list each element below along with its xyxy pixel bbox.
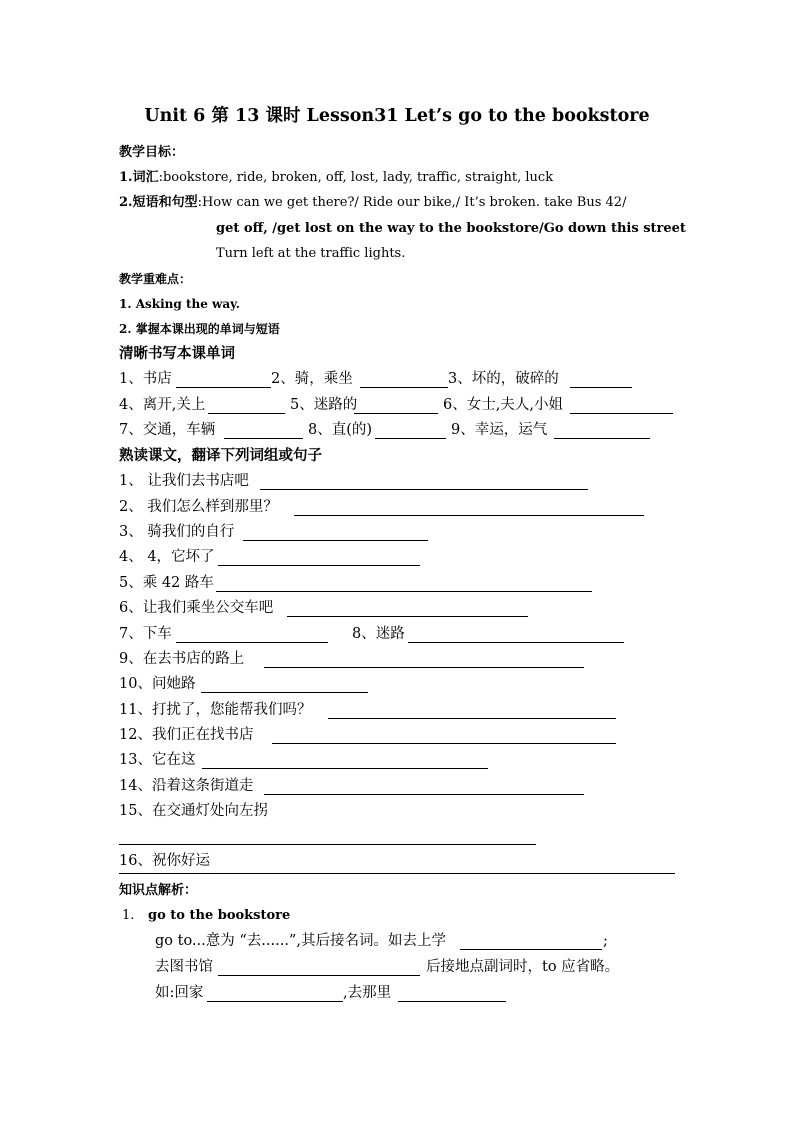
sentence-1-blank[interactable]: [260, 489, 588, 490]
vocab-text: :bookstore, ride, broken, off, lost, lady, traffic, straight, luck: [158, 170, 554, 185]
word-7-blank[interactable]: [224, 438, 303, 439]
word-5: 5、迷路的: [290, 397, 358, 413]
sentence-8: 8、迷路: [352, 626, 405, 642]
word-4: 4、离开,关上: [119, 397, 206, 413]
school-blank[interactable]: [460, 949, 602, 950]
word-2: 2、骑，乘坐: [271, 371, 353, 387]
word-1: 1、书店: [119, 371, 172, 387]
vocab-label: 1.词汇: [119, 170, 159, 185]
vocab-line: [119, 171, 553, 184]
sentence-10: 10、问她路: [119, 676, 196, 692]
sentence-2: 2、 我们怎么样到那里？: [119, 499, 278, 515]
knowledge-line-2-end: 后接地点副词时，to 应省略。: [426, 959, 620, 975]
objectives-heading: 教学目标：: [119, 145, 185, 160]
word-4-blank[interactable]: [208, 413, 285, 414]
sentence-10-blank[interactable]: [201, 692, 368, 693]
key-point-1: 1. Asking the way.: [119, 297, 240, 311]
sentence-6-blank[interactable]: [287, 616, 528, 617]
sentence-12-blank[interactable]: [272, 743, 616, 744]
word-6-blank[interactable]: [570, 413, 673, 414]
sentence-5: 5、乘 42 路车: [119, 575, 214, 591]
sentence-5-blank[interactable]: [216, 591, 592, 592]
word-6: 6、女士,夫人,小姐: [443, 397, 563, 413]
phrases-text-1: :How can we get there?/ Ride our bike,/ It’s broken. take Bus 42/: [197, 195, 627, 210]
key-points-heading: 教学重难点：: [119, 272, 192, 286]
sentence-1: 1、 让我们去书店吧: [119, 473, 249, 489]
word-7: 7、交通，车辆: [119, 422, 216, 438]
sentence-11-blank[interactable]: [328, 718, 616, 719]
knowledge-item-number: 1.: [122, 908, 135, 923]
word-3: 3、坏的，破碎的: [448, 371, 559, 387]
phrases-line-1: [119, 196, 626, 209]
words-heading: 清晰书写本课单词: [119, 345, 235, 362]
phrases-text-3: Turn left at the traffic lights.: [216, 246, 406, 261]
knowledge-line-2: 去图书馆: [155, 959, 213, 975]
go-there-blank[interactable]: [398, 1001, 506, 1002]
sentence-4-blank[interactable]: [218, 565, 420, 566]
library-blank[interactable]: [218, 975, 420, 976]
word-1-blank[interactable]: [176, 387, 271, 388]
sentence-11: 11、打扰了，您能帮我们吗？: [119, 702, 312, 718]
sentence-4: 4、 4，它坏了: [119, 549, 215, 565]
sentence-13: 13、它在这: [119, 752, 196, 768]
word-2-blank[interactable]: [360, 387, 448, 388]
sentence-6: 6、让我们乘坐公交车吧: [119, 600, 274, 616]
knowledge-heading: 知识点解析：: [119, 883, 198, 898]
sentence-2-blank[interactable]: [294, 515, 644, 516]
knowledge-line-1: go to...意为 “去......”,其后接名词。如去上学: [155, 933, 446, 949]
sentence-13-blank[interactable]: [202, 768, 488, 769]
sentence-3-blank[interactable]: [243, 540, 428, 541]
sentence-3: 3、 骑我们的自行: [119, 524, 235, 540]
word-9-blank[interactable]: [554, 438, 650, 439]
translate-heading: 熟读课文，翻译下列词组或句子: [119, 447, 322, 464]
knowledge-line-3: 如:回家: [155, 985, 204, 1001]
sentence-14-blank[interactable]: [264, 794, 584, 795]
sentence-12: 12、我们正在找书店: [119, 727, 254, 743]
knowledge-item-title: go to the bookstore: [148, 908, 291, 923]
word-3-blank[interactable]: [570, 387, 632, 388]
phrases-text-2: get off, /get lost on the way to the bookstore/Go down this street: [216, 221, 686, 236]
sentence-8-blank[interactable]: [408, 642, 624, 643]
sentence-15: 15、在交通灯处向左拐: [119, 803, 268, 819]
phrases-label: 2.短语和句型: [119, 195, 198, 210]
word-8-blank[interactable]: [375, 438, 446, 439]
word-9: 9、幸运，运气: [451, 422, 548, 438]
sentence-16: 16、祝你好运: [119, 853, 210, 869]
sentence-9: 9、在去书店的路上: [119, 651, 245, 667]
knowledge-line-3-mid: ,去那里: [343, 985, 392, 1001]
sentence-7-blank[interactable]: [176, 642, 328, 643]
go-home-blank[interactable]: [207, 1001, 343, 1002]
page-title: Unit 6 第 13 课时 Lesson31 Let’s go to the bookstore: [144, 106, 650, 126]
sentence-14: 14、沿着这条街道走: [119, 778, 254, 794]
sentence-9-blank[interactable]: [264, 667, 584, 668]
knowledge-line-1-end: ;: [603, 933, 608, 949]
word-8: 8、直(的): [308, 422, 373, 438]
sentence-7: 7、下车: [119, 626, 172, 642]
sentence-15-blank[interactable]: [119, 844, 536, 845]
word-5-blank[interactable]: [354, 413, 438, 414]
key-point-2: 2. 掌握本课出现的单词与短语: [119, 322, 280, 336]
section-divider: [119, 873, 675, 874]
